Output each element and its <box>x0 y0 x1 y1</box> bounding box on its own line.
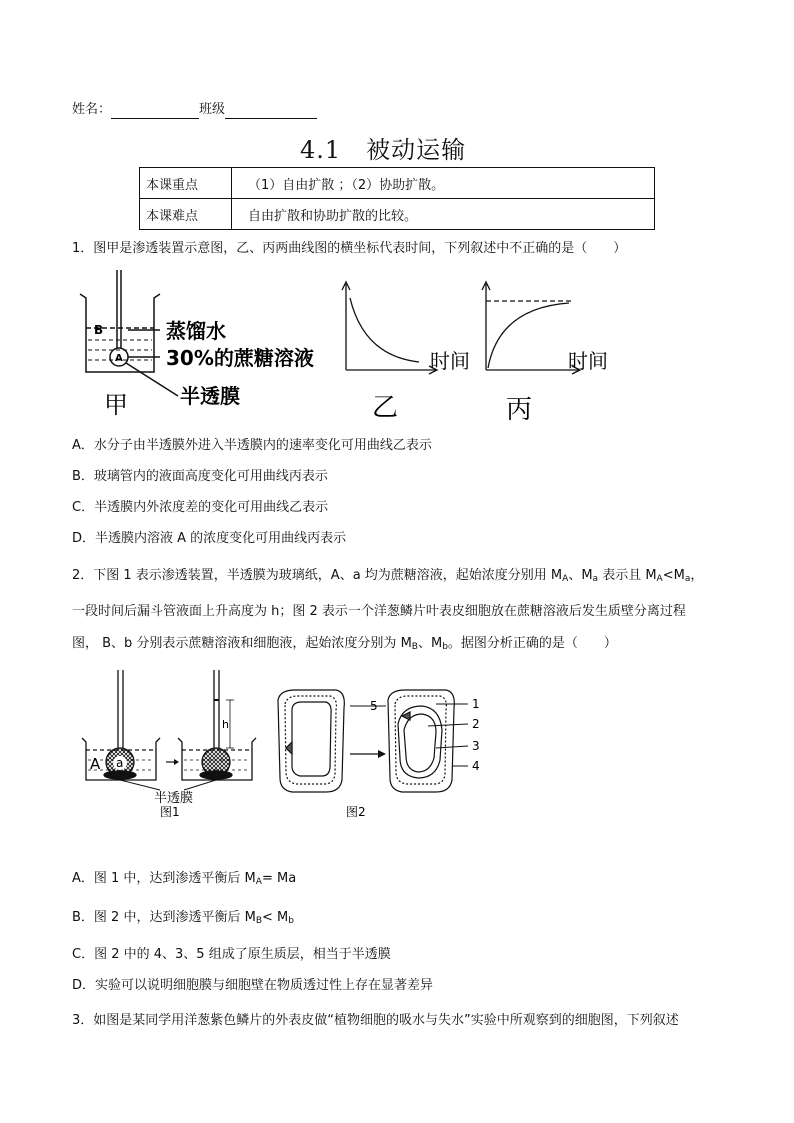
q2-stem-line3 <box>72 635 617 656</box>
fig1-label: 图1 <box>160 805 180 819</box>
table-cell-content: （1）自由扩散 ；（2）协助扩散。 <box>232 168 655 199</box>
graph-yi <box>342 282 437 374</box>
membrane-label: 半透膜 <box>180 384 240 408</box>
q2-stem-line1 <box>72 567 703 588</box>
water-label: 蒸馏水 <box>166 319 226 343</box>
label-4: 4 <box>472 759 480 773</box>
text-run: < M <box>262 910 289 925</box>
class-label: 班级 <box>199 102 226 117</box>
q1-option-b: B．玻璃管内的液面高度变化可用曲线丙表示 <box>72 469 328 484</box>
label-a: A <box>115 353 123 364</box>
subscript: A <box>255 877 262 887</box>
subscript: b <box>288 916 294 926</box>
time-label-1: 时间 <box>430 349 470 373</box>
name-label: 姓名： <box>72 102 112 117</box>
yi-label: 乙 <box>372 393 399 423</box>
text-run: B．图 2 中，达到渗透平衡后 M <box>72 910 256 925</box>
text-run: A．图 1 中，达到渗透平衡后 M <box>72 871 256 886</box>
fig2-label: 图2 <box>346 805 366 819</box>
text-run: 、M <box>568 568 593 583</box>
plant-cell-before <box>278 690 344 792</box>
subscript: B <box>255 916 262 926</box>
text-run: ， <box>690 568 704 583</box>
table-row <box>140 168 655 199</box>
page-title: 4.1 被动运输 <box>300 136 467 164</box>
key-points-table <box>139 167 655 230</box>
q2-option-a <box>72 870 296 891</box>
subscript: b <box>442 642 448 652</box>
q2-option-c: C．图 2 中的 4、3、5 组成了原生质层，相当于半透膜 <box>72 947 391 962</box>
label-3: 3 <box>472 739 480 753</box>
name-blank <box>111 105 199 119</box>
label-A: A <box>90 755 101 773</box>
subscript: A <box>562 574 569 584</box>
q2-figure <box>80 668 500 828</box>
osmosis-setup-after <box>178 670 256 790</box>
class-blank <box>225 105 317 119</box>
label-5: 5 <box>370 699 378 713</box>
q2-option-b <box>72 909 294 930</box>
table-cell-label: 本课重点 <box>140 168 232 199</box>
table-cell-label: 本课难点 <box>140 199 232 230</box>
q1-figure <box>74 268 634 428</box>
q3-stem: 3．如图是某同学用洋葱紫色鳞片的外表皮做“植物细胞的吸水与失水”实验中所观察到的细胞图，下列叙述 <box>72 1013 679 1028</box>
text-run: 。据图分析正确的是（ ） <box>447 636 617 651</box>
label-1: 1 <box>472 697 480 711</box>
subscript: B <box>411 642 418 652</box>
bing-label: 丙 <box>506 395 533 425</box>
subscript: a <box>684 574 691 584</box>
q1-option-d: D．半透膜内溶液 A 的浓度变化可用曲线丙表示 <box>72 531 347 546</box>
label-h: h <box>222 718 229 731</box>
time-label-2: 时间 <box>568 349 608 373</box>
label-2: 2 <box>472 717 480 731</box>
text-run: <M <box>662 568 685 583</box>
header-line <box>72 101 317 119</box>
label-a-small: a <box>116 756 124 770</box>
q1-stem: 1．图甲是渗透装置示意图，乙、丙两曲线图的横坐标代表时间，下列叙述中不正确的是（ ） <box>72 241 627 256</box>
text-run: 2．下图 1 表示渗透装置，半透膜为玻璃纸，A、a 均为蔗糖溶液，起始浓度分别用 M <box>72 568 563 583</box>
subscript: a <box>592 574 599 584</box>
q2-option-d: D．实验可以说明细胞膜与细胞壁在物质透过性上存在显著差异 <box>72 978 434 993</box>
text-run: = Ma <box>261 871 297 886</box>
label-b: B <box>94 323 104 337</box>
text-run: 图， B、b 分别表示蔗糖溶液和细胞液，起始浓度分别为 M <box>72 636 412 651</box>
table-row <box>140 199 655 230</box>
plant-cell-after <box>350 690 468 792</box>
text-run: 、M <box>417 636 443 651</box>
q1-option-a: A．水分子由半透膜外进入半透膜内的速率变化可用曲线乙表示 <box>72 438 432 453</box>
graph-bing <box>482 282 580 374</box>
table-cell-content: 自由扩散和协助扩散的比较。 <box>232 199 655 230</box>
text-run: 表示且 M <box>598 568 657 583</box>
q1-option-c: C．半透膜内外浓度差的变化可用曲线乙表示 <box>72 500 329 515</box>
solution-label: 30%的蔗糖溶液 <box>166 346 314 370</box>
jia-label: 甲 <box>104 391 128 419</box>
q2-stem-line2: 一段时间后漏斗管液面上升高度为 h；图 2 表示一个洋葱鳞片叶表皮细胞放在蔗糖溶液后发生质壁分离过程 <box>72 604 686 619</box>
subscript: A <box>656 574 663 584</box>
membrane-label-2: 半透膜 <box>154 791 194 806</box>
